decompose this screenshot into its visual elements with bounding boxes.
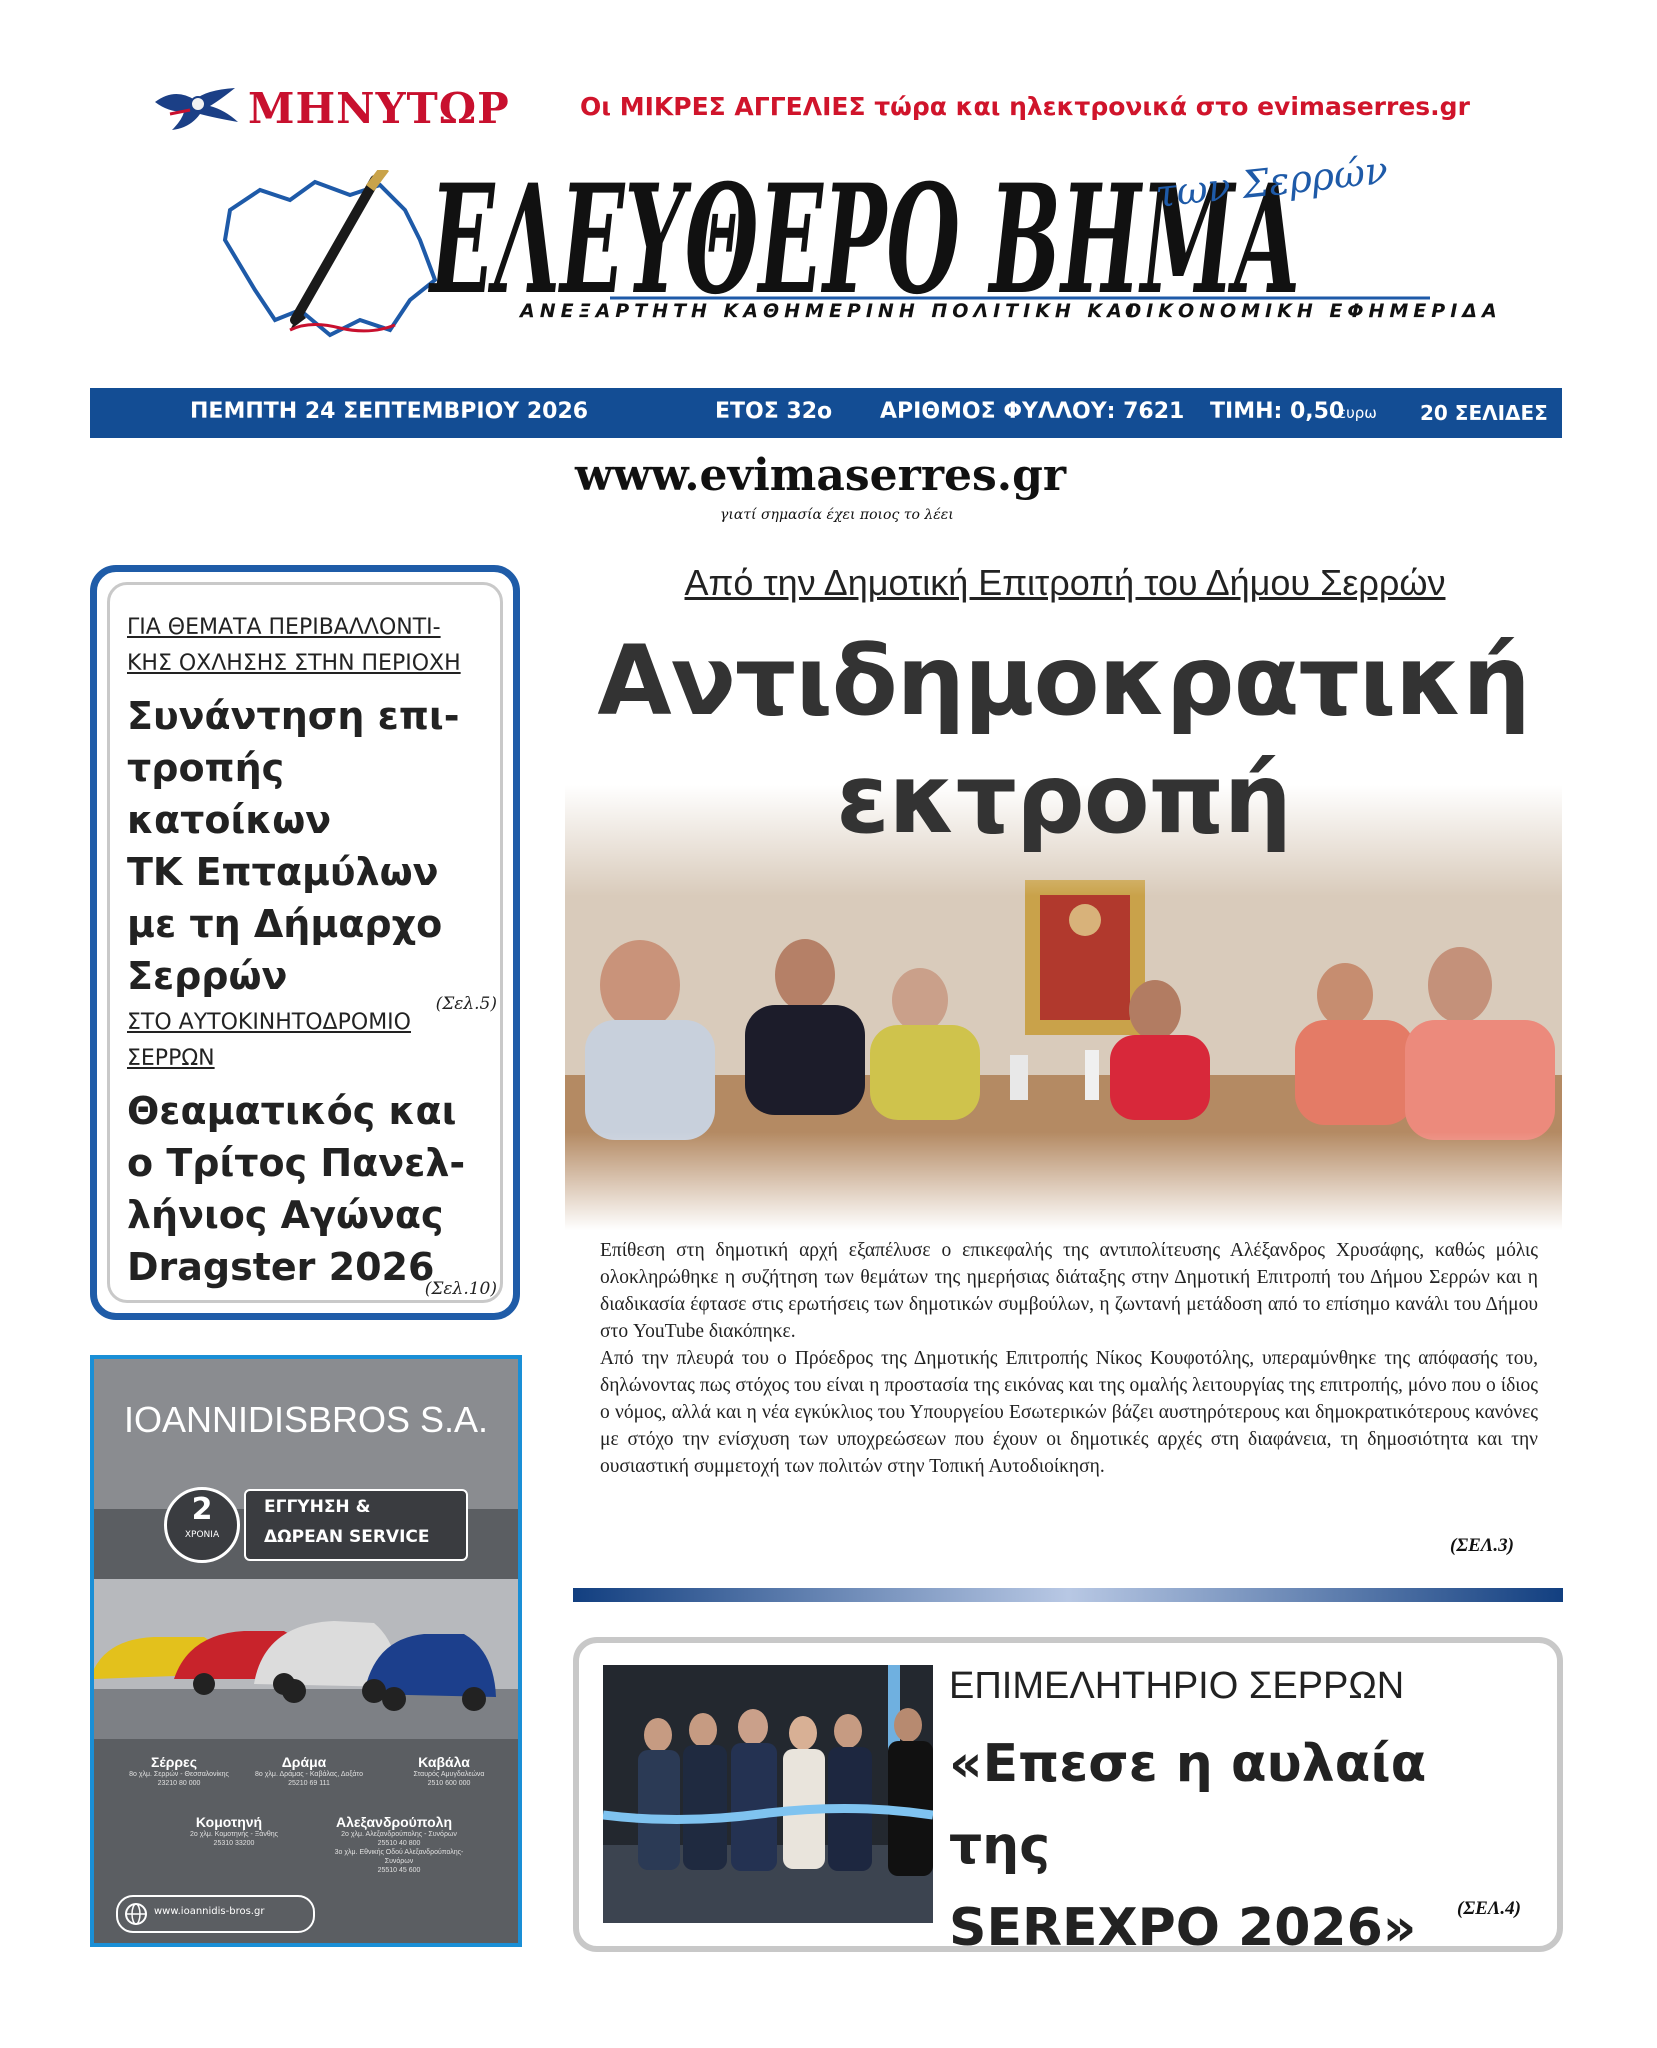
ad-years-badge xyxy=(164,1487,240,1563)
story2-kicker-2: ΣΕΡΡΩΝ xyxy=(127,1046,215,1071)
masthead xyxy=(220,147,1502,360)
issue-currency: ευρω xyxy=(1338,404,1377,422)
section-divider xyxy=(573,1588,1563,1602)
bottom-story-headline xyxy=(949,1723,1539,1969)
ad-branch xyxy=(159,1814,309,1848)
story2-page-ref: (Σελ.10) xyxy=(424,1279,497,1299)
bottom-story-box[interactable] xyxy=(573,1637,1563,1958)
globe-icon xyxy=(124,1902,148,1926)
ad-branch-extra-addr: 3ο χλμ. Εθνικής Οδού Αλεξανδρούπολης-Συνόρων xyxy=(334,1849,464,1865)
ad-years-number: 2 xyxy=(191,1492,213,1527)
ad-branch-addr: 2ο χλμ. Αλεξανδρούπολης - Συνόρων xyxy=(341,1831,457,1838)
ad-company-name: IOANNIDISBROS S.A. xyxy=(123,1399,489,1440)
left-news-box xyxy=(90,565,520,1320)
story2-kicker-1: ΣΤΟ ΑΥΤΟΚΙΝΗΤΟΔΡΟΜΙΟ xyxy=(127,1010,411,1035)
masthead-subtitle-left: ΑΝΕΞΑΡΤΗΤΗ ΚΑΘΗΜΕΡΙΝΗ ΠΟΛΙΤΙΚΗ ΚΑΙ xyxy=(520,300,1139,322)
ad-branch-phone: 2510 600 000 xyxy=(427,1780,471,1787)
bottom-story-kicker: ΕΠΙΜΕΛΗΤΗΡΙΟ ΣΕΡΡΩΝ xyxy=(949,1665,1405,1707)
ad-branch xyxy=(104,1754,254,1788)
bottom-story-page-ref: (ΣΕΛ.4) xyxy=(1457,1898,1522,1919)
story1-headline-line: τροπής κατοίκων xyxy=(127,746,332,842)
cars-illustration xyxy=(94,1579,518,1739)
ad-years-label: ΧΡΟΝΙΑ xyxy=(184,1530,220,1540)
masthead-subtitle-right: ΟΙΚΟΝΟΜΙΚΗ ΕΦΗΜΕΡΙΔΑ xyxy=(1125,300,1502,322)
bottom-headline-line-1: «Επεσε η αυλαία της xyxy=(949,1734,1427,1876)
issue-number: ΑΡΙΘΜΟΣ ΦΥΛΛΟΥ: 7621 xyxy=(880,399,1185,424)
ad-branch-phone: 23210 80 000 xyxy=(157,1780,201,1787)
story1-headline-line: Συνάντηση επι- xyxy=(127,694,460,738)
bird-logo-icon xyxy=(150,82,242,134)
classifieds-banner[interactable]: Οι ΜΙΚΡΕΣ ΑΓΓΕΛΙΕΣ τώρα και ηλεκτρονικά στο evimaserres.gr xyxy=(580,92,1470,121)
issue-year: ΕΤΟΣ 32ο xyxy=(715,399,833,424)
minytor-logo xyxy=(150,82,510,134)
main-story-page-ref: (ΣΕΛ.3) xyxy=(1450,1535,1515,1556)
story2[interactable] xyxy=(127,1005,497,1299)
dealer-advertisement[interactable] xyxy=(90,1355,522,1947)
story2-headline-line: Θεαματικός και xyxy=(127,1089,457,1133)
main-body-paragraph: Επίθεση στη δημοτική αρχή εξαπέλυσε ο επικεφαλής της αντιπολίτευσης Αλέξανδρος Χρυσάφης, καθώς μόλις ολοκληρώθηκε η συζήτηση των θεμάτων της ημερήσιας διάταξης στην Δημοτική Επιτροπή του Δήμου Σερρών και η διαδικασία έφτασε στις ερωτήσεις των δημοτικών συμβούλων, η ζωντανή μετάδοση από το επίσημο κανάλι του Δήμου στο YouTube διακόπηκε. xyxy=(600,1240,1538,1342)
ad-branches xyxy=(94,1754,518,1884)
main-headline-line-1: Αντιδημοκρατική xyxy=(597,625,1530,737)
main-body-paragraph: Από την πλευρά του ο Πρόεδρος της Δημοτικής Επιτροπής Νίκος Κουφοτόλης, υπεραμύνθηκε της απόφασής του, δηλώνοντας πως στόχος του είναι η προστασία της εικόνας και της ομαλής λειτουργίας της επιτροπής, μόνο που ο ίδιος ο νόμος, αλλά και η νέα εγκύκλιος του Υπουργείου Εσωτερικών βάζει αυστηρότερους και δημοκρατικότερους κανόνες με στόχο την ενίσχυση των υποχρεώσεων που έχουν οι δημοτικές αρχές στη διαφάνεια, τη δημοσιότητα και την ουσιαστική συμμετοχή των πολιτών στην Τοπική Αυτοδιοίκηση. xyxy=(600,1348,1538,1477)
ribbon-cutting-photo xyxy=(603,1665,933,1923)
ad-branch xyxy=(324,1814,474,1875)
ad-branch-addr: Σταυρός Αμυγδαλεώνα xyxy=(413,1771,485,1778)
ad-branch-city: Δράμα xyxy=(281,1754,327,1770)
story2-headline-line: λήνιος Αγώνας xyxy=(127,1193,444,1237)
ad-branch-city: Σέρρες xyxy=(151,1754,197,1770)
ad-warranty-2: ΔΩΡΕΑΝ SERVICE xyxy=(264,1527,430,1547)
bottom-headline-line-2: SEREXPO 2026» xyxy=(949,1898,1417,1958)
ad-branch-phone: 25310 33200 xyxy=(213,1840,255,1847)
site-slogan: γιατί σημασία έχει ποιος το λέει xyxy=(720,507,954,523)
main-headline-line-2: εκτροπή xyxy=(836,743,1291,855)
story1-headline-line: με τη Δήμαρχο xyxy=(127,902,443,946)
story1-headline-line: Σερρών xyxy=(127,954,288,998)
ad-warranty-badge xyxy=(244,1489,468,1561)
ad-warranty-1: ΕΓΓΥΗΣΗ & xyxy=(264,1497,371,1517)
main-story-body xyxy=(600,1237,1538,1480)
story2-headline-line: ο Τρίτος Πανελ- xyxy=(127,1141,466,1185)
story1[interactable] xyxy=(127,610,497,1014)
ad-branch-phone: 25210 69 111 xyxy=(288,1780,330,1787)
story1-headline-line: ΤΚ Επταμύλων xyxy=(127,850,439,894)
issue-price: ΤΙΜΗ: 0,50 xyxy=(1210,399,1345,424)
bottom-story-photo xyxy=(603,1665,933,1923)
main-story-kicker: Από την Δημοτική Επιτροπή του Δήμου Σερρών xyxy=(684,562,1446,603)
left-news-box-inner xyxy=(107,582,503,1303)
story2-headline-line: Dragster 2026 xyxy=(127,1245,435,1289)
ad-branch-extra-phone: 25510 45 600 xyxy=(377,1867,421,1874)
ad-branch xyxy=(234,1754,384,1788)
issue-date: ΠΕΜΠΤΗ 24 ΣΕΠΤΕΜΒΡΙΟΥ 2026 xyxy=(190,399,589,424)
main-story-headline[interactable] xyxy=(565,622,1562,858)
site-url[interactable]: www.evimaserres.gr xyxy=(575,450,1067,501)
ad-branch-addr: 8ο χλμ. Σερρών - Θεσσαλονίκης xyxy=(129,1771,229,1778)
ad-website: www.ioannidis-bros.gr xyxy=(154,1906,265,1917)
ad-branch xyxy=(374,1754,522,1788)
ad-branch-city: Αλεξανδρούπολη xyxy=(335,1814,453,1830)
minytor-wordmark: ΜΗΝΥΤΩΡ xyxy=(248,84,510,133)
issue-pages: 20 ΣΕΛΙΔΕΣ xyxy=(1420,401,1548,425)
story1-kicker-1: ΓΙΑ ΘΕΜΑΤΑ ΠΕΡΙΒΑΛΛΟΝΤΙ- xyxy=(127,615,441,640)
story1-page-ref: (Σελ.5) xyxy=(435,994,497,1014)
ad-branch-phone: 25510 40 800 xyxy=(377,1840,421,1847)
story1-kicker-2: ΚΗΣ ΟΧΛΗΣΗΣ ΣΤΗΝ ΠΕΡΙΟΧΗ xyxy=(127,651,461,676)
ad-website-pill[interactable] xyxy=(116,1895,315,1933)
ad-branch-city: Καβάλα xyxy=(418,1754,470,1770)
ad-branch-addr: 2ο χλμ. Κομοτηνής - Ξάνθης xyxy=(189,1831,279,1838)
ad-branch-city: Κομοτηνή xyxy=(195,1814,263,1830)
masthead-title-text: ΕΛΕΥΘΕΡΟ ΒΗΜΑ xyxy=(427,160,1300,310)
masthead-serres: των Σερρών xyxy=(1153,147,1390,217)
issue-info-bar xyxy=(90,388,1562,438)
ad-branch-addr: 8ο χλμ. Δράμας - Καβάλας, Δοξάτο xyxy=(255,1771,363,1778)
